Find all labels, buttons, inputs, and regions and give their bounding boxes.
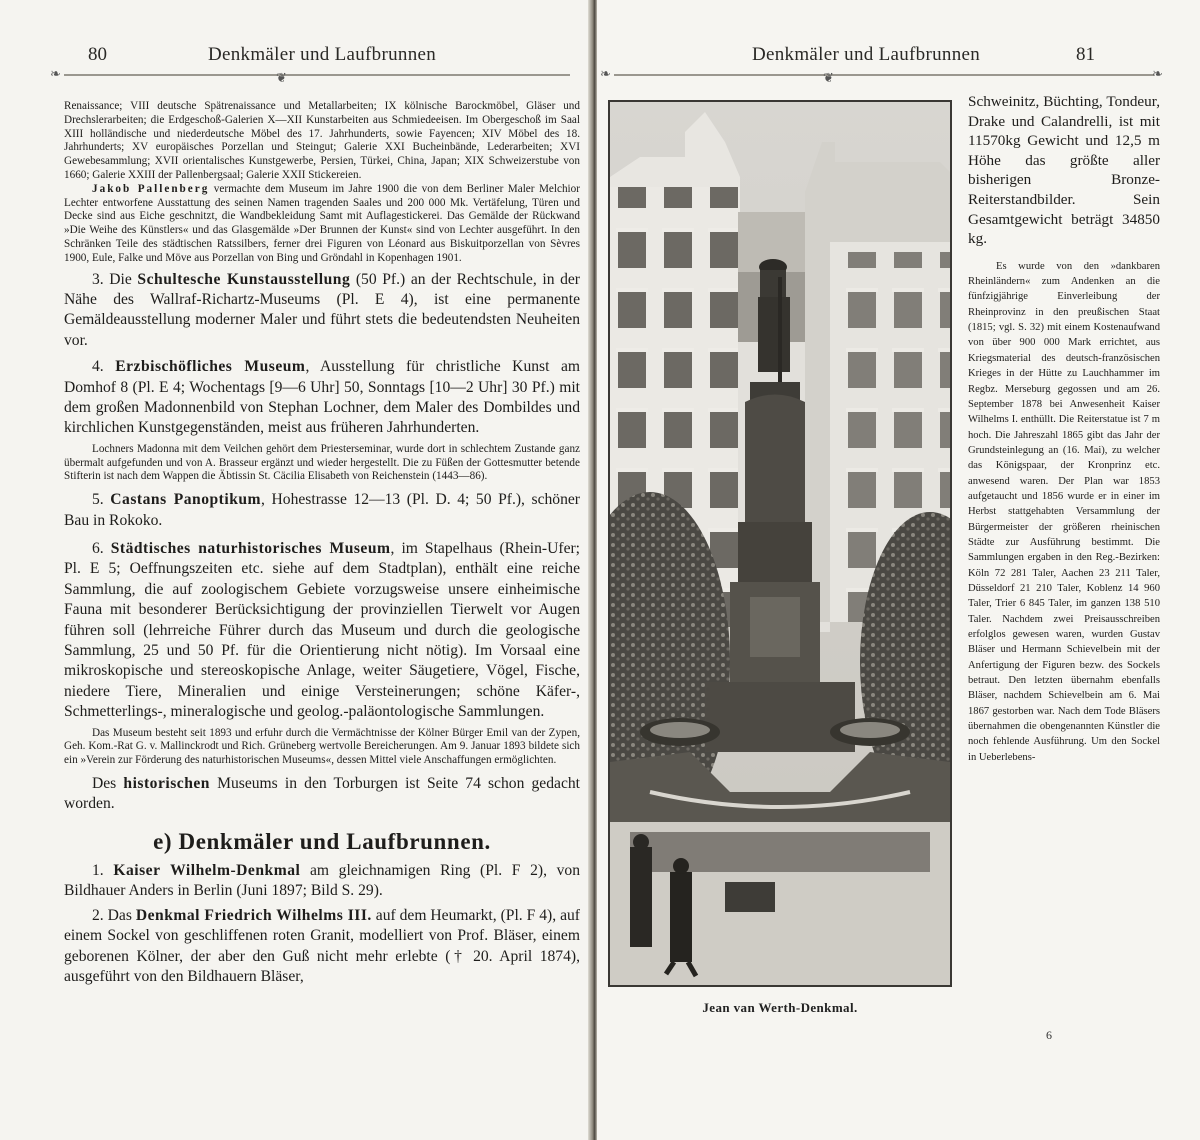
ornament-center-icon: ❦ — [276, 70, 287, 85]
denkmal-1-title: Kaiser Wilhelm-Denkmal — [113, 861, 301, 879]
page-number-left: 80 — [88, 44, 107, 65]
pallenberg-name: Jakob Pallenberg — [92, 182, 210, 195]
ornament-right-start-icon: ❧ — [600, 66, 611, 81]
ornament-right-end-icon: ❧ — [1152, 66, 1163, 81]
photo-caption: Jean van Werth-Denkmal. — [702, 1000, 858, 1015]
denkmal-2-friedrich-wilhelm: 2. Das Denkmal Friedrich Wilhelms III. auf dem Heumarkt, (Pl. F 4), auf einem Sockel von geschliffenen roten Granit, modelliert von Prof. Bläser, einem geborenen Kölner, der aber den Guß nicht mehr erlebte († 20. April 1874), ausgeführt von den Bildhauern Bläser, — [64, 906, 580, 985]
header-rule-left — [64, 74, 570, 76]
museum-history-note: Das Museum besteht seit 1893 und erfuhr durch die Vermächtnisse der Kölner Bürger Emil van der Zypen, Geh. Kom.-Rat G. v. Mallinckrodt und Rich. Grüneberg wertvolle Bereicherungen. Am 9. Januar 1893 bildete sich ein »Verein zur Förderung des naturhistorischen Museums«, dessen Mittel viele Anschaffungen ermöglichten. — [64, 726, 580, 767]
reiterstandbild-paragraph: Schweinitz, Büchting, Tondeur, Drake und Calandrelli, ist mit 11570kg Gewicht und 12,5 m Höhe das größte aller bisherigen Bronze-Reiterstandbilder. Sein Gesamtgewicht beträgt 34850 kg. — [968, 93, 1160, 248]
item-5-title: Castans Panoptikum — [110, 491, 262, 509]
running-head-left: Denkmäler und Laufbrunnen — [208, 44, 437, 65]
lochner-note: Lochners Madonna mit dem Veilchen gehört dem Priesterseminar, wurde dort in schlechtem Zustande ganz übermalt aufgefunden und von A. Brasseur ergänzt und wieder hergestellt. Die zu Füßen der Gottesmutter betende Stifterin ist nach dem Wappen die Äbtissin St. Cäcilia Elisabeth von Reichenstein (1443—86). — [64, 442, 580, 483]
ornament-left-end-icon: ❧ — [50, 66, 61, 81]
item-4-title: Erzbischöfliches Museum — [115, 358, 306, 376]
header-rule-right — [614, 74, 1154, 76]
left-text-column — [64, 100, 580, 987]
item-5-castans: 5. Castans Panoptikum, Hohestrasse 12—13 (Pl. D. 4; 50 Pf.), schöner Bau in Rokoko. — [64, 491, 581, 529]
item-3-title: Schultesche Kunstausstellung — [137, 270, 351, 288]
signature-mark: 6 — [1046, 1028, 1052, 1042]
item-3-schultesche: 3. Die Schultesche Kunstausstellung (50 Pf.) an der Rechtschule, in der Nähe des Wallraf-Richartz-Museums (Pl. E 4), ist eine permanente Gemäldeausstellung moderner Maler und führt stets die bedeutendsten Neuheiten vor. — [64, 270, 580, 349]
page-number-right: 81 — [1076, 44, 1095, 65]
monument-photo — [608, 100, 952, 987]
right-text-column — [968, 92, 1160, 765]
ornament-center-right-icon: ❦ — [823, 70, 834, 85]
historisches-museum-note: Des historischen Museums in den Torburgen ist Seite 74 schon gedacht worden. — [64, 775, 580, 813]
section-heading: e) Denkmäler und Laufbrunnen. — [153, 828, 491, 854]
denkmal-2-title: Denkmal Friedrich Wilhelms III. — [135, 906, 372, 924]
denkmal-1-kaiser-wilhelm: 1. Kaiser Wilhelm-Denkmal am gleichnamigen Ring (Pl. F 2), von Bildhauer Anders in Berlin (Juni 1897; Bild S. 29). — [64, 861, 581, 900]
item-6-title: Städtisches naturhistorisches Museum — [110, 540, 391, 558]
monument-photo-drawing — [610, 102, 950, 985]
item-4-erzbischoefliches: 4. Erzbischöfliches Museum, Ausstellung für christliche Kunst am Domhof 8 (Pl. E 4; Wochentags [9—6 Uhr] 50, Sonntags [10—2 Uhr] 30 Pf.) mit dem großen Madonnenbild von Stephan Lochner, dem Maler des Dombildes und kirchlichen Kunstgegenständen, meist aus früheren Jahrhunderten. — [64, 358, 581, 437]
rheinlaender-note: Es wurde von den »dankbaren Rheinländern« zum Andenken an die fünfzigjährige Einverleibung der Rheinprovinz in den preußischen Staat (1815; vgl. S. 32) mit einem Kostenaufwand von über 900 000 Mark errichtet, aus Kriegsmaterial des deutsch-französischen Krieges in der Hütte zu Lauchhammer im Regbz. Merseburg gegossen und am 26. September 1878 bei Anwesenheit Kaiser Wilhelms I. enthüllt. Die Reiterstatue ist 7 m hoch. Die Jahreszahl 1865 gibt das Jahr der Grundsteinlegung an (16. Mai), zu welcher das Königspaar, der Kronprinz etc. anwesend waren. Der Plan war 1853 aufgetaucht und 1856 wurde er in einer im Herbst stattgehabten Versammlung der Bürgermeister der größeren rheinischen Städte zur Ausführung bestimmt. Die Sammlungen ergaben in den Reg.-Bezirken: Köln 72 281 Taler, Aachen 23 211 Taler, Düsseldorf 21 210 Taler, Koblenz 14 960 Taler, Trier 6 845 Taler, im ganzen 138 510 Taler. Nachdem zwei Preisausschreiben erfolglos gewesen waren, wurden Gustav Bläser und Hermann Schievelbein mit der Anfertigung der Figuren bezw. des Sockels betraut. Den letzten übernahm ebenfalls Bläser, nachdem Schievelbein am 6. Mai 1867 gestorben war. Nach dem Tode Bläsers übernahmen die obengenannten Künstler die noch fehlende Ausführung. Um den Sockel in Ueberlebens- — [968, 260, 1160, 763]
running-head-right: Denkmäler und Laufbrunnen — [752, 44, 981, 65]
item-6-naturhistorisches: 6. Städtisches naturhistorisches Museum, im Stapelhaus (Rhein-Ufer; Pl. E 5; Oeffnungszeiten etc. siehe auf dem Stadtplan), enthält eine reiche Sammlung, die auf zoologischem Gebiete vorzugsweise unsere einheimische Fauna mit besonderer Berücksichtigung der provinziellen Tierwelt vor Augen führen soll (lehrreiche Führer durch das Museum und durch die geologische Sammlung, 25 und 50 Pf. für die Orientierung nicht nötig). Im Vorsaal eine mikroskopische und stereoskopische Anlage, weiter Säugetiere, Vögel, Fische, niedere Tiere, Mineralien und einige Versteinerungen; schöne Käfer-, Schmetterlings-, mineralogische und geolog.-paläontologische Sammlungen. — [64, 540, 581, 721]
historisches-title: historischen — [123, 775, 210, 793]
gallery-list-paragraph: Renaissance; VIII deutsche Spätrenaissance und Metallarbeiten; IX kölnische Barockmöbel, Gläser und Drechslerarbeiten; die Erdgeschoß-Galerien X—XII Kunstarbeiten aus Schmiedeeisen. Im Obergeschoß im Saal XIII holländische und niederdeutsche Möbel des 17. Jahrhunderts, sowie Fayencen; XIV Möbel des 18. Jahrhunderts; XV europäisches Porzellan und Steingut; Galerie XXI Bucheinbände, Lederarbeiten; XVI Gewebesammlung; XVII orientalisches Kunstgewerbe, Persien, Türkei, China, Japan; XIX Schweizerstube von 1660; Galerie XXIII der Pallenbergsaal; Galerie XXII Stickereien. — [64, 100, 580, 181]
left-page — [0, 0, 592, 1140]
pallenberg-paragraph: Jakob Pallenberg vermachte dem Museum im Jahre 1900 die von dem Berliner Maler Melchior Lechter entworfene Ausstattung des seinen Namen tragenden Saales und 200 000 Mk. Vertäfelung, Türen und Decke sind aus Eiche geschnitzt, die Wandbekleidung Samt mit Auflagestickerei. Das Gemälde der Rückwand »Die Weihe des Künstlers« und das Glasgemälde »Der Brunnen der Kunst« sind von Lechter ausgeführt. In den Schränken Teile des städtischen Ratssilbers, ferner drei Figuren von Léonard aus Biskuitporzellan von Sèvres 1900, Eule, Falke und Möve aus Porzellan von Bing und Gröndahl in Kopenhagen 1901. — [64, 182, 580, 264]
